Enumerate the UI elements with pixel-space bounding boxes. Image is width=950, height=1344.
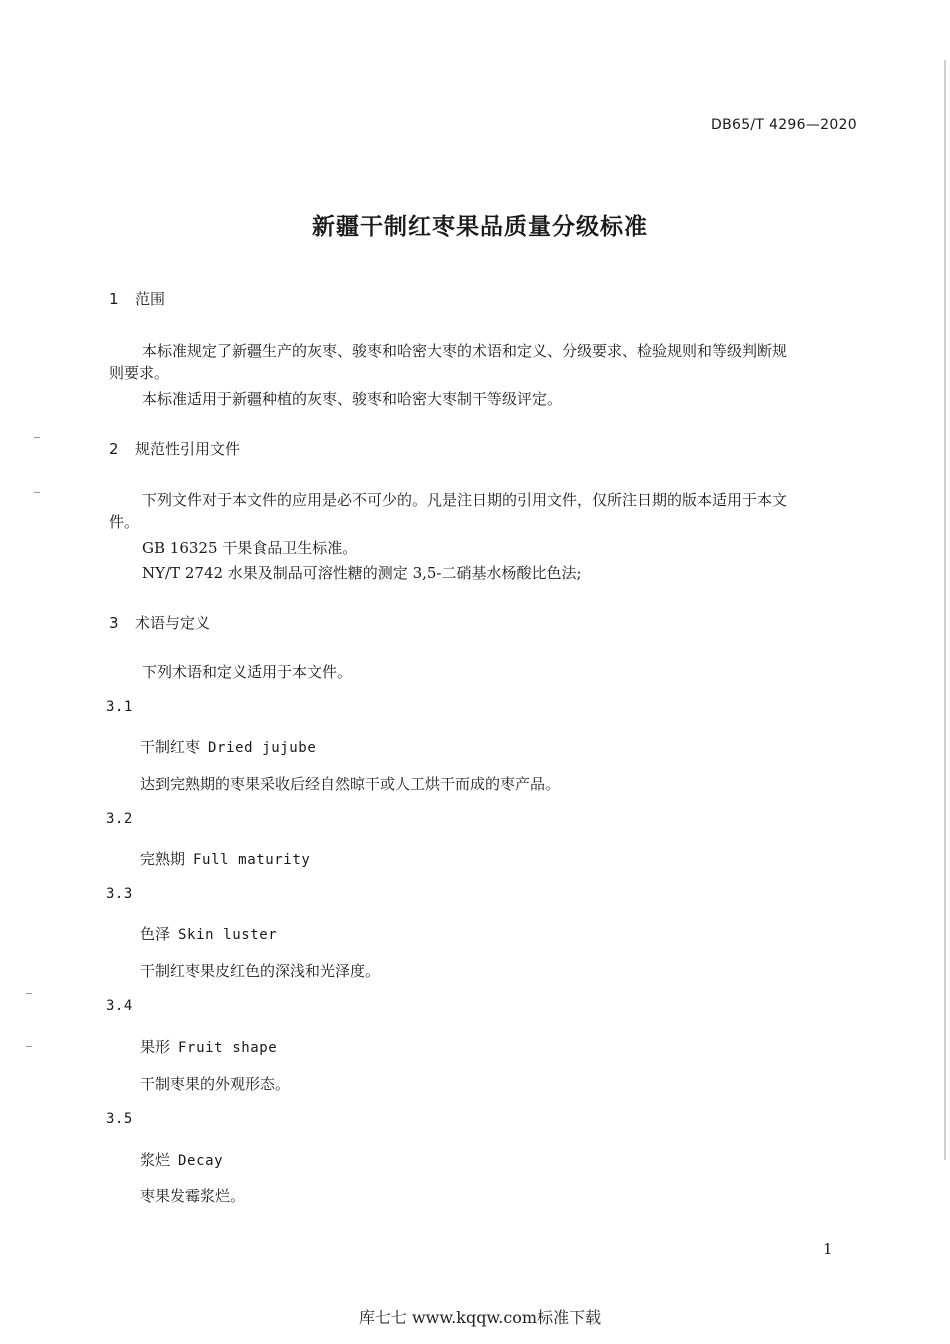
clause-number: 3.5 (106, 1111, 133, 1127)
section-heading (109, 288, 165, 309)
paragraph: 下列文件对于本文件的应用是必不可少的。凡是注日期的引用文件，仅所注日期的版本适用于本文 (142, 491, 788, 509)
section-number: 2 (109, 440, 119, 458)
clause-number: 3.1 (106, 699, 133, 715)
term-en: Dried jujube (208, 740, 317, 756)
term-zh: 完熟期 (140, 850, 186, 868)
scan-edge-mark (26, 993, 32, 994)
footer-watermark: 库七七 www.kqqw.com标准下载 (358, 1308, 602, 1327)
term-title (140, 736, 316, 757)
clause-number: 3.3 (106, 886, 133, 902)
term-zh: 浆烂 (140, 1151, 171, 1169)
section-title: 术语与定义 (135, 614, 211, 632)
scan-edge-mark (26, 1046, 32, 1047)
term-title (140, 848, 310, 869)
paragraph: 本标准适用于新疆种植的灰枣、骏枣和哈密大枣制干等级评定。 (142, 390, 563, 408)
page-number: 1 (823, 1240, 833, 1258)
term-zh: 干制红枣 (140, 738, 201, 756)
term-en: Skin luster (178, 927, 278, 943)
term-zh: 色泽 (140, 925, 171, 943)
paragraph: 件。 (109, 513, 140, 531)
paragraph: 则要求。 (109, 364, 170, 382)
clause-number: 3.2 (106, 811, 133, 827)
term-en: Decay (178, 1153, 224, 1169)
scan-edge-mark (34, 492, 40, 493)
scan-edge-mark (34, 437, 40, 438)
term-definition: 枣果发霉浆烂。 (140, 1187, 246, 1205)
term-title (140, 1149, 223, 1170)
document-code: DB65/T 4296—2020 (711, 117, 857, 133)
reference-item: GB 16325 干果食品卫生标准。 (142, 539, 358, 557)
paragraph: 下列术语和定义适用于本文件。 (142, 663, 353, 681)
section-heading (109, 438, 240, 459)
section-number: 1 (109, 290, 119, 308)
term-title (140, 1036, 277, 1057)
paragraph: 本标准规定了新疆生产的灰枣、骏枣和哈密大枣的术语和定义、分级要求、检验规则和等级判断规 (142, 342, 788, 360)
term-zh: 果形 (140, 1038, 171, 1056)
term-definition: 干制枣果的外观形态。 (140, 1075, 291, 1093)
section-heading (109, 612, 210, 633)
term-title (140, 923, 277, 944)
document-title: 新疆干制红枣果品质量分级标准 (312, 214, 648, 240)
term-en: Fruit shape (178, 1040, 278, 1056)
term-definition: 达到完熟期的枣果采收后经自然晾干或人工烘干而成的枣产品。 (140, 775, 561, 793)
term-definition: 干制红枣果皮红色的深浅和光泽度。 (140, 962, 381, 980)
section-number: 3 (109, 614, 119, 632)
section-title: 规范性引用文件 (135, 440, 241, 458)
section-title: 范围 (135, 290, 166, 308)
reference-item: NY/T 2742 水果及制品可溶性糖的测定 3,5-二硝基水杨酸比色法; (142, 564, 582, 582)
clause-number: 3.4 (106, 998, 133, 1014)
term-en: Full maturity (193, 852, 311, 868)
